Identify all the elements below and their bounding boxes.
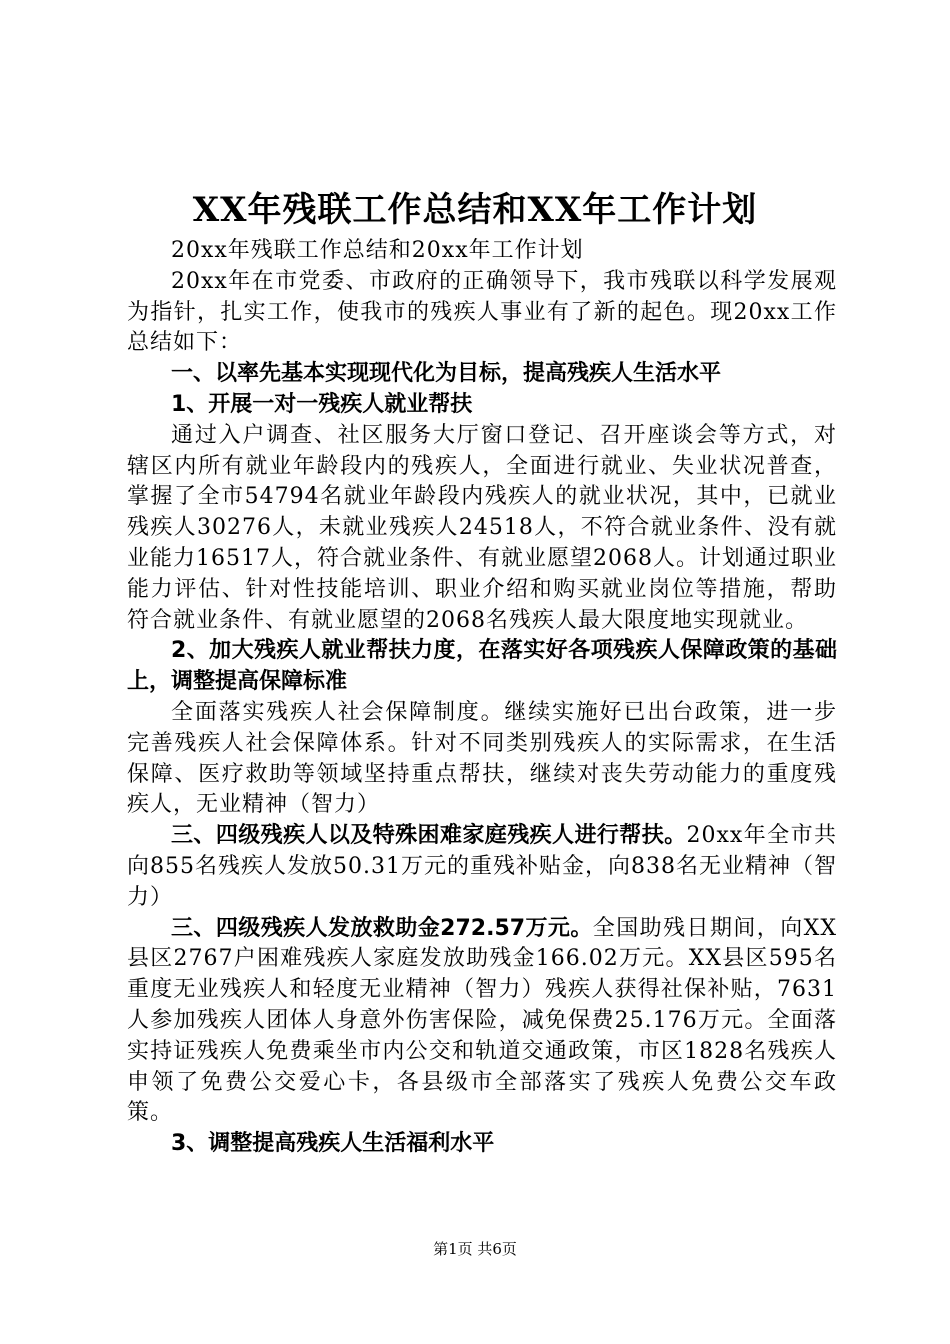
subsection-heading-1: 1、开展一对一残疾人就业帮扶 [171,391,473,417]
document-title: XX年残联工作总结和XX年工作计划 [192,190,758,230]
document-body [127,236,837,1160]
intro-paragraph: 20xx年在市党委、市政府的正确领导下，我市残联以科学发展观为指针，扎实工作，使我市的残疾人事业有了新的起色。现20xx工作总结如下： [127,268,837,356]
subsidy-paragraph [127,821,837,913]
intro-subtitle: 20xx年残联工作总结和20xx年工作计划 [171,238,584,263]
subsection-heading-3: 3、调整提高残疾人生活福利水平 [171,1131,495,1157]
subsidy-paragraph-lead: 三、四级残疾人以及特殊困难家庭残疾人进行帮扶。 [171,823,687,849]
subsidy-paragraph-text: 20xx年全市共向855名残疾人发放50.31万元的重残补贴金，向838名无业精神（智力） [127,823,837,910]
employment-paragraph: 通过入户调查、社区服务大厅窗口登记、召开座谈会等方式，对辖区内所有就业年龄段内的残疾人，全面进行就业、失业状况普查，掌握了全市54794名就业年龄段内残疾人的就业状况，其中，已就业残疾人30276人，未就业残疾人24518人，不符合就业条件、没有就业能力16517人，符合就业条件、有就业愿望2068人。计划通过职业能力评估、针对性技能培训、职业介绍和购买就业岗位等措施，帮助符合就业条件、有就业愿望的2068名残疾人最大限度地实现就业。 [127,422,837,633]
relief-paragraph-text: 全国助残日期间，向XX县区2767户困难残疾人家庭发放助残金166.02万元。XX县区595名重度无业残疾人和轻度无业精神（智力）残疾人获得社保补贴，7631人参加残疾人团体人身意外伤害保险，减免保费25.176万元。全面落实持证残疾人免费乘坐市内公交和轨道交通政策，市区1828名残疾人申领了免费公交爱心卡，各县级市全部落实了残疾人免费公交车政策。 [127,915,837,1126]
subsection-heading-2: 2、加大残疾人就业帮扶力度，在落实好各项残疾人保障政策的基础上，调整提高保障标准 [127,638,837,695]
relief-paragraph [127,914,837,1130]
social-security-paragraph: 全面落实残疾人社会保障制度。继续实施好已出台政策，进一步完善残疾人社会保障体系。针对不同类别残疾人的实际需求，在生活保障、医疗救助等领域坚持重点帮扶，继续对丧失劳动能力的重度残疾人，无业精神（智力） [127,699,837,818]
page-number-footer: 第1页 共6页 [433,1240,517,1258]
section-heading-1: 一、以率先基本实现现代化为目标，提高残疾人生活水平 [171,361,722,387]
relief-paragraph-lead: 三、四级残疾人发放救助金272.57万元。 [171,915,593,941]
